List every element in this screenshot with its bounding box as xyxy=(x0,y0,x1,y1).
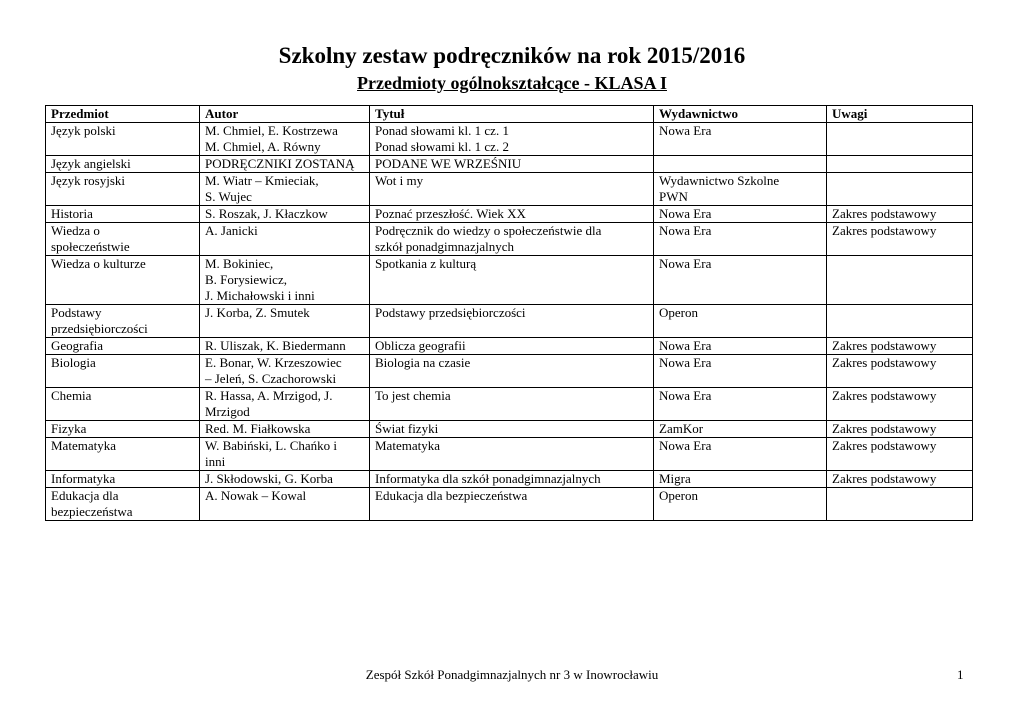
column-header-notes: Uwagi xyxy=(827,106,973,123)
cell-subject-line: Wiedza o kulturze xyxy=(51,256,146,271)
footer-school-name: Zespół Szkół Ponadgimnazjalnych nr 3 w Inowrocławiu xyxy=(365,667,659,682)
table-row xyxy=(46,123,973,156)
cell-notes-line: Zakres podstawowy xyxy=(832,388,937,403)
cell-author-line: B. Forysiewicz, xyxy=(205,272,287,287)
cell-subject-line: Fizyka xyxy=(51,421,87,436)
cell-subject-line: Edukacja dla xyxy=(51,488,119,503)
cell-publisher-line: ZamKor xyxy=(659,421,704,436)
cell-subject-line: bezpieczeństwa xyxy=(51,504,133,519)
cell-author xyxy=(200,173,370,206)
cell-author-line: J. Skłodowski, G. Korba xyxy=(205,471,333,486)
cell-notes xyxy=(827,388,973,421)
cell-title-line: Poznać przeszłość. Wiek XX xyxy=(375,206,526,221)
cell-title-line: Informatyka dla szkół ponadgimnazjalnych xyxy=(375,471,601,486)
cell-publisher xyxy=(654,438,827,471)
cell-publisher xyxy=(654,123,827,156)
cell-notes xyxy=(827,421,973,438)
cell-subject-line: Język rosyjski xyxy=(51,173,126,188)
table-row xyxy=(46,471,973,488)
cell-notes-line: Zakres podstawowy xyxy=(832,421,937,436)
cell-author-line: S. Roszak, J. Kłaczkow xyxy=(205,206,328,221)
cell-author-line: R. Uliszak, K. Biedermann xyxy=(205,338,346,353)
cell-publisher xyxy=(654,156,827,173)
cell-publisher-line: Nowa Era xyxy=(659,123,712,138)
cell-publisher-line: Wydawnictwo Szkolne xyxy=(659,173,780,188)
cell-author xyxy=(200,388,370,421)
cell-title xyxy=(370,488,654,521)
cell-notes-line: Zakres podstawowy xyxy=(832,355,937,370)
cell-notes xyxy=(827,338,973,355)
cell-author-line: – Jeleń, S. Czachorowski xyxy=(205,371,337,386)
cell-subject xyxy=(46,421,200,438)
cell-notes xyxy=(827,223,973,256)
cell-subject-line: Matematyka xyxy=(51,438,116,453)
cell-subject xyxy=(46,123,200,156)
cell-publisher-line: Nowa Era xyxy=(659,223,712,238)
cell-title-line: Podręcznik do wiedzy o społeczeństwie dla xyxy=(375,223,602,238)
cell-publisher xyxy=(654,355,827,388)
cell-title xyxy=(370,388,654,421)
column-header-subject: Przedmiot xyxy=(46,106,200,123)
cell-author-line: S. Wujec xyxy=(205,189,252,204)
cell-subject xyxy=(46,256,200,305)
cell-author-line: M. Bokiniec, xyxy=(205,256,274,271)
cell-subject-line: przedsiębiorczości xyxy=(51,321,148,336)
cell-subject-line: Język angielski xyxy=(51,156,131,171)
cell-title-line: Ponad słowami kl. 1 cz. 1 xyxy=(375,123,509,138)
cell-title-line: Świat fizyki xyxy=(375,421,439,436)
cell-title xyxy=(370,256,654,305)
cell-subject xyxy=(46,223,200,256)
cell-subject-line: Biologia xyxy=(51,355,96,370)
table-row xyxy=(46,488,973,521)
textbook-table xyxy=(45,105,973,521)
table-row xyxy=(46,206,973,223)
cell-subject-line: Historia xyxy=(51,206,93,221)
cell-author xyxy=(200,488,370,521)
cell-notes-line: Zakres podstawowy xyxy=(832,223,937,238)
cell-title xyxy=(370,123,654,156)
cell-notes xyxy=(827,471,973,488)
cell-notes-line: Zakres podstawowy xyxy=(832,338,937,353)
cell-author-line: J. Michałowski i inni xyxy=(205,288,315,303)
cell-author-line: Mrzigod xyxy=(205,404,250,419)
cell-subject-line: Język polski xyxy=(51,123,116,138)
cell-notes xyxy=(827,488,973,521)
cell-author-line: inni xyxy=(205,454,226,469)
cell-publisher-line: Nowa Era xyxy=(659,206,712,221)
cell-title-line: Spotkania z kulturą xyxy=(375,256,477,271)
cell-subject-line: Podstawy xyxy=(51,305,102,320)
cell-title-line: Edukacja dla bezpieczeństwa xyxy=(375,488,528,503)
table-row xyxy=(46,173,973,206)
cell-author-line: E. Bonar, W. Krzeszowiec xyxy=(205,355,342,370)
cell-publisher xyxy=(654,488,827,521)
cell-publisher-line: Nowa Era xyxy=(659,388,712,403)
cell-publisher-line: Operon xyxy=(659,305,698,320)
cell-publisher xyxy=(654,421,827,438)
cell-subject xyxy=(46,305,200,338)
cell-author-line: M. Chmiel, E. Kostrzewa xyxy=(205,123,338,138)
cell-publisher-line: Operon xyxy=(659,488,698,503)
cell-title-line: To jest chemia xyxy=(375,388,451,403)
cell-subject xyxy=(46,471,200,488)
cell-notes xyxy=(827,355,973,388)
cell-subject-line: Wiedza o xyxy=(51,223,100,238)
table-row xyxy=(46,438,973,471)
cell-title xyxy=(370,206,654,223)
cell-subject xyxy=(46,173,200,206)
cell-notes xyxy=(827,206,973,223)
cell-subject xyxy=(46,156,200,173)
cell-merged-notice: PODRĘCZNIKI ZOSTANĄ xyxy=(200,156,370,173)
cell-subject-line: Informatyka xyxy=(51,471,116,486)
cell-title xyxy=(370,338,654,355)
cell-publisher xyxy=(654,256,827,305)
cell-notes-line: Zakres podstawowy xyxy=(832,471,937,486)
table-row xyxy=(46,338,973,355)
cell-notes xyxy=(827,123,973,156)
cell-author-line: A. Nowak – Kowal xyxy=(205,488,307,503)
cell-notes xyxy=(827,256,973,305)
table-row xyxy=(46,421,973,438)
column-header-publisher: Wydawnictwo xyxy=(654,106,827,123)
cell-title xyxy=(370,355,654,388)
cell-title xyxy=(370,438,654,471)
cell-title-line: Podstawy przedsiębiorczości xyxy=(375,305,526,320)
cell-notes-line: Zakres podstawowy xyxy=(832,438,937,453)
cell-title xyxy=(370,173,654,206)
table-row xyxy=(46,256,973,305)
cell-author xyxy=(200,256,370,305)
cell-subject xyxy=(46,438,200,471)
cell-subject xyxy=(46,388,200,421)
cell-author xyxy=(200,471,370,488)
table-row xyxy=(46,355,973,388)
cell-publisher xyxy=(654,223,827,256)
cell-subject xyxy=(46,206,200,223)
document-subtitle: Przedmioty ogólnokształcące - KLASA I xyxy=(357,73,667,93)
cell-notes xyxy=(827,305,973,338)
cell-publisher-line: Nowa Era xyxy=(659,256,712,271)
cell-author-line: A. Janicki xyxy=(205,223,258,238)
cell-author-line: M. Wiatr – Kmieciak, xyxy=(205,173,319,188)
table-row xyxy=(46,305,973,338)
cell-author xyxy=(200,438,370,471)
cell-author xyxy=(200,421,370,438)
cell-title-line: Matematyka xyxy=(375,438,440,453)
cell-author xyxy=(200,223,370,256)
cell-publisher-line: Nowa Era xyxy=(659,338,712,353)
cell-subject-line: Geografia xyxy=(51,338,103,353)
cell-title-line: Oblicza geografii xyxy=(375,338,466,353)
cell-subject-line: Chemia xyxy=(51,388,92,403)
cell-publisher xyxy=(654,305,827,338)
cell-author-line: R. Hassa, A. Mrzigod, J. xyxy=(205,388,333,403)
cell-publisher-line: PWN xyxy=(659,189,688,204)
cell-title-line: Ponad słowami kl. 1 cz. 2 xyxy=(375,139,509,154)
cell-author xyxy=(200,305,370,338)
cell-title xyxy=(370,305,654,338)
table-row xyxy=(46,388,973,421)
cell-title-line: Wot i my xyxy=(375,173,424,188)
cell-publisher-line: Nowa Era xyxy=(659,355,712,370)
cell-publisher xyxy=(654,471,827,488)
cell-author xyxy=(200,206,370,223)
cell-title-line: Biologia na czasie xyxy=(375,355,471,370)
document-title: Szkolny zestaw podręczników na rok 2015/2016 xyxy=(278,43,746,68)
cell-notes xyxy=(827,438,973,471)
cell-notes-line: Zakres podstawowy xyxy=(832,206,937,221)
cell-author-line: J. Korba, Z. Smutek xyxy=(205,305,310,320)
table-header-row xyxy=(46,106,973,123)
cell-author xyxy=(200,355,370,388)
cell-author-line: M. Chmiel, A. Równy xyxy=(205,139,321,154)
cell-merged-notice: PODANE WE WRZEŚNIU xyxy=(370,156,654,173)
cell-publisher xyxy=(654,338,827,355)
cell-publisher-line: Nowa Era xyxy=(659,438,712,453)
cell-publisher xyxy=(654,388,827,421)
cell-author-line: W. Babiński, L. Chańko i xyxy=(205,438,338,453)
cell-author xyxy=(200,123,370,156)
table-row xyxy=(46,223,973,256)
page-number: 1 xyxy=(957,667,964,682)
cell-author-line: Red. M. Fiałkowska xyxy=(205,421,311,436)
cell-subject-line: społeczeństwie xyxy=(51,239,130,254)
cell-notes xyxy=(827,156,973,173)
cell-title xyxy=(370,471,654,488)
cell-notes xyxy=(827,173,973,206)
cell-title xyxy=(370,421,654,438)
cell-publisher-line: Migra xyxy=(659,471,691,486)
column-header-author: Autor xyxy=(200,106,370,123)
cell-title xyxy=(370,223,654,256)
cell-publisher xyxy=(654,173,827,206)
column-header-title: Tytuł xyxy=(370,106,654,123)
table-body xyxy=(46,123,973,521)
cell-title-line: szkół ponadgimnazjalnych xyxy=(375,239,514,254)
cell-subject xyxy=(46,338,200,355)
cell-publisher xyxy=(654,206,827,223)
table-row xyxy=(46,156,973,173)
cell-author xyxy=(200,338,370,355)
cell-subject xyxy=(46,355,200,388)
cell-subject xyxy=(46,488,200,521)
